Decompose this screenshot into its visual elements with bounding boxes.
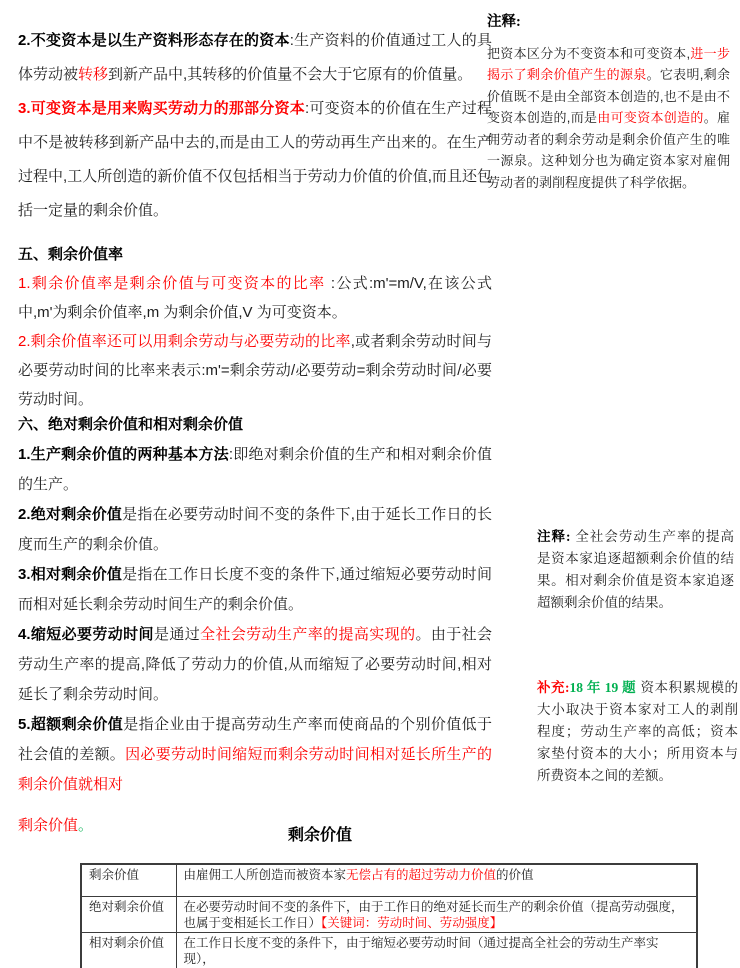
red-emphasis: 全社会劳动生产率的提高实现的: [200, 626, 416, 643]
body-text: :即绝对剩余价值的生产和相对剩余价值的生产。: [18, 446, 493, 493]
margin-note-capital-division: [487, 12, 730, 193]
cell-text: 在工作日长度不变的条件下，由于缩短必要劳动时间（通过提高全社会的劳动生产率实现），: [183, 935, 659, 966]
term-relative-surplus: 3.相对剩余价值: [18, 566, 123, 583]
table-title: 剩余价值: [287, 827, 352, 844]
body-text: 。它表明,剩余价值既不是由全部资本创造的,也不是由不变资本创造的,而是: [487, 67, 730, 125]
row-definition: [176, 864, 697, 896]
note-title: 注释:: [487, 14, 521, 30]
term-excess-surplus: 5.超额剩余价值: [18, 716, 124, 733]
red-emphasis: 进一步揭示了剩余价值产生的源泉: [487, 45, 730, 82]
cell-text: 的价值: [496, 868, 534, 882]
note-body: 资本积累规模的大小取决于资本家对工人的剥削程度；劳动生产率的高低；资本家垫付资本的大小；所用资本与所费资本之间的差额。: [537, 680, 738, 783]
term-constant-capital: 2.不变资本是以生产资料形态存在的资本: [18, 32, 290, 49]
body-text: 是指在工作日长度不变的条件下,通过缩短必要劳动时间而相对延长剩余劳动时间生产的剩余价值。: [18, 566, 493, 613]
section-absolute-relative: [18, 410, 492, 841]
para-absolute-surplus: [18, 500, 492, 560]
body-text: 是指企业由于提高劳动生产率而使商品的个别价值低于社会值的差额。: [18, 716, 492, 763]
body-text: ,或者剩余劳动时间与必要劳动时间的比率来表示:m'=剩余劳动/必要劳动=剩余劳动时间/必要劳动时间。: [18, 333, 492, 408]
margin-note-productivity: [537, 526, 734, 614]
note-title: 注释:: [537, 529, 571, 544]
table-row: [81, 932, 697, 968]
para-relative-surplus: [18, 560, 492, 620]
row-label-relative: 相对剩余价值: [81, 932, 176, 968]
para-two-methods: [18, 440, 492, 500]
para-constant-capital: [18, 24, 492, 92]
red-emphasis: 由可变资本创造的: [597, 110, 704, 125]
row-definition: [176, 932, 697, 968]
section-capital-types: [18, 24, 492, 228]
supplement-label: 补充:: [537, 680, 570, 695]
margin-note-supplement: [537, 677, 738, 787]
body-text: :生产资料的价值通过工人的具体劳动被: [18, 32, 493, 83]
red-emphasis: 1.剩余价值率是剩余价值与可变资本的比率: [18, 275, 326, 292]
row-label-surplus-value: 剩余价值: [81, 864, 176, 896]
body-text: 。雇佣劳动者的剩余劳动是剩余价值产生的唯一源泉。这种划分也为确定资本家对雇佣劳动者的剥削程度提供了科学依据。: [487, 110, 730, 190]
para-shorten-necessary-labor: [18, 620, 492, 710]
red-emphasis: 2.剩余价值率还可以用剩余劳动与必要劳动的比率: [18, 333, 351, 350]
body-text: 是通过: [153, 626, 201, 643]
red-emphasis: 【关键词：劳动时间、劳动强度】: [321, 916, 503, 930]
heading-section-six: 六、绝对剩余价值和相对剩余价值: [18, 416, 244, 433]
section-surplus-value-rate: [18, 240, 492, 414]
red-emphasis: 转移: [78, 66, 109, 83]
body-text: 到新产品中,其转移的价值量不会大于它原有的价值量。: [108, 66, 473, 83]
body-text: :公式:m'=m/V,在该公式中,m'为剩余价值率,m 为剩余价值,V 为可变资本。: [18, 275, 492, 321]
cell-text: 在必要劳动时间不变的条件下，由于工作日的绝对延长而生产的剩余价值（提高劳动强度，也属于变相延长工作日）: [183, 899, 684, 930]
note-body: [487, 43, 730, 194]
para-excess-surplus: [18, 710, 492, 800]
body-text: :可变资本的价值在生产过程中不是被转移到新产品中去的,而是由工人的劳动再生产出来的。在生产过程中,工人所创造的新价值不仅包括相当于劳动力价值的价值,而且还包括一定量的剩余价值。: [18, 100, 492, 219]
body-text: 。由于社会劳动生产率的提高,降低了劳动力的价值,从而缩短了必要劳动时间,相对延长了剩余劳动时间。: [18, 626, 492, 703]
red-emphasis: 剩余价值: [18, 817, 79, 834]
table-row: [81, 864, 697, 896]
term-two-methods: 1.生产剩余价值的两种基本方法: [18, 446, 229, 463]
red-emphasis: 因必要劳动时间缩短而剩余劳动时间相对延长所生产的剩余价值就相对: [18, 746, 492, 793]
cell-text: 由雇佣工人所创造而被资本家: [183, 868, 347, 882]
row-label-absolute: 绝对剩余价值: [81, 896, 176, 932]
exam-reference: 18 年 19 题: [569, 680, 637, 695]
body-text: 是指在必要劳动时间不变的条件下,由于延长工作日的长度而生产的剩余价值。: [18, 506, 493, 553]
heading-section-five: 五、剩余价值率: [18, 246, 124, 263]
term-shorten-labor-time: 4.缩短必要劳动时间: [18, 626, 154, 643]
green-period: 。: [78, 817, 94, 834]
para-rate-formula: [18, 269, 492, 327]
term-absolute-surplus: 2.绝对剩余价值: [18, 506, 123, 523]
red-emphasis: 无偿占有的超过劳动力价值: [346, 868, 497, 882]
row-definition: [176, 896, 697, 932]
surplus-value-table: [80, 863, 698, 968]
note-body: 全社会劳动生产率的提高是资本家追逐超额剩余价值的结果。相对剩余价值是资本家追逐超额剩余价值的结果。: [537, 529, 734, 610]
table-row: [81, 896, 697, 932]
body-text: 把资本区分为不变资本和可变资本,: [487, 45, 691, 61]
para-rate-labor-ratio: [18, 327, 492, 414]
para-variable-capital: [18, 92, 492, 228]
term-variable-capital: 3.可变资本是用来购买劳动力的那部分资本: [18, 100, 305, 117]
